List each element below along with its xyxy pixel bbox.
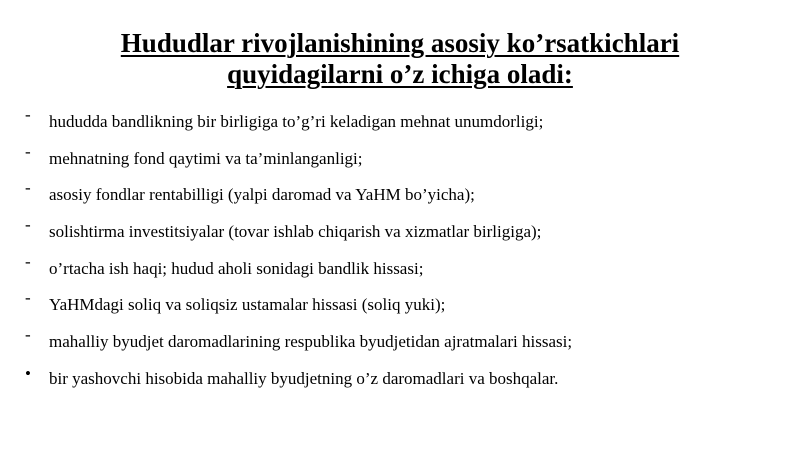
list-item [0, 141, 800, 181]
dash-marker: - [25, 141, 31, 161]
list-item [0, 364, 800, 401]
bullet-marker: • [25, 363, 31, 383]
list-item [0, 327, 800, 364]
list-item-text: mahalliy byudjet daromadlarining respublika byudjetidan ajratmalari hissasi; [49, 332, 573, 352]
list-item [0, 217, 800, 254]
indicator-list [0, 107, 800, 401]
dash-marker: - [25, 178, 31, 198]
dash-marker: - [25, 325, 31, 345]
list-item-text: o’rtacha ish haqi; hudud aholi sonidagi bandlik hissasi; [49, 258, 424, 278]
dash-marker: - [25, 251, 31, 271]
list-item-text: mehnatning fond qaytimi va ta’minlanganligi; [49, 148, 363, 168]
dash-marker: - [25, 215, 31, 235]
dash-marker: - [25, 288, 31, 308]
list-item-text: YaHMdagi soliq va soliqsiz ustamalar hissasi (soliq yuki); [49, 295, 446, 315]
list-item-text: hududda bandlikning bir birligiga to’g’ri keladigan mehnat unumdorligi; [49, 112, 544, 131]
list-item [0, 290, 800, 327]
list-item-text: solishtirma investitsiyalar (tovar ishlab chiqarish va xizmatlar birligiga); [49, 222, 542, 242]
list-item-text: asosiy fondlar rentabilligi (yalpi daromad va YaHM bo’yicha); [49, 185, 475, 205]
dash-marker: - [25, 105, 31, 124]
slide-title-line-2: quyidagilarni o’z ichiga oladi: [227, 59, 573, 89]
slide-title-line-1: Hududlar rivojlanishining asosiy ko’rsatkichlari [120, 28, 680, 58]
list-item [0, 251, 800, 291]
list-item [0, 180, 800, 217]
list-item [0, 107, 800, 144]
slide-title [40, 28, 760, 90]
list-item-text: bir yashovchi hisobida mahalliy byudjetning o’z daromadlari va boshqalar. [49, 368, 559, 388]
